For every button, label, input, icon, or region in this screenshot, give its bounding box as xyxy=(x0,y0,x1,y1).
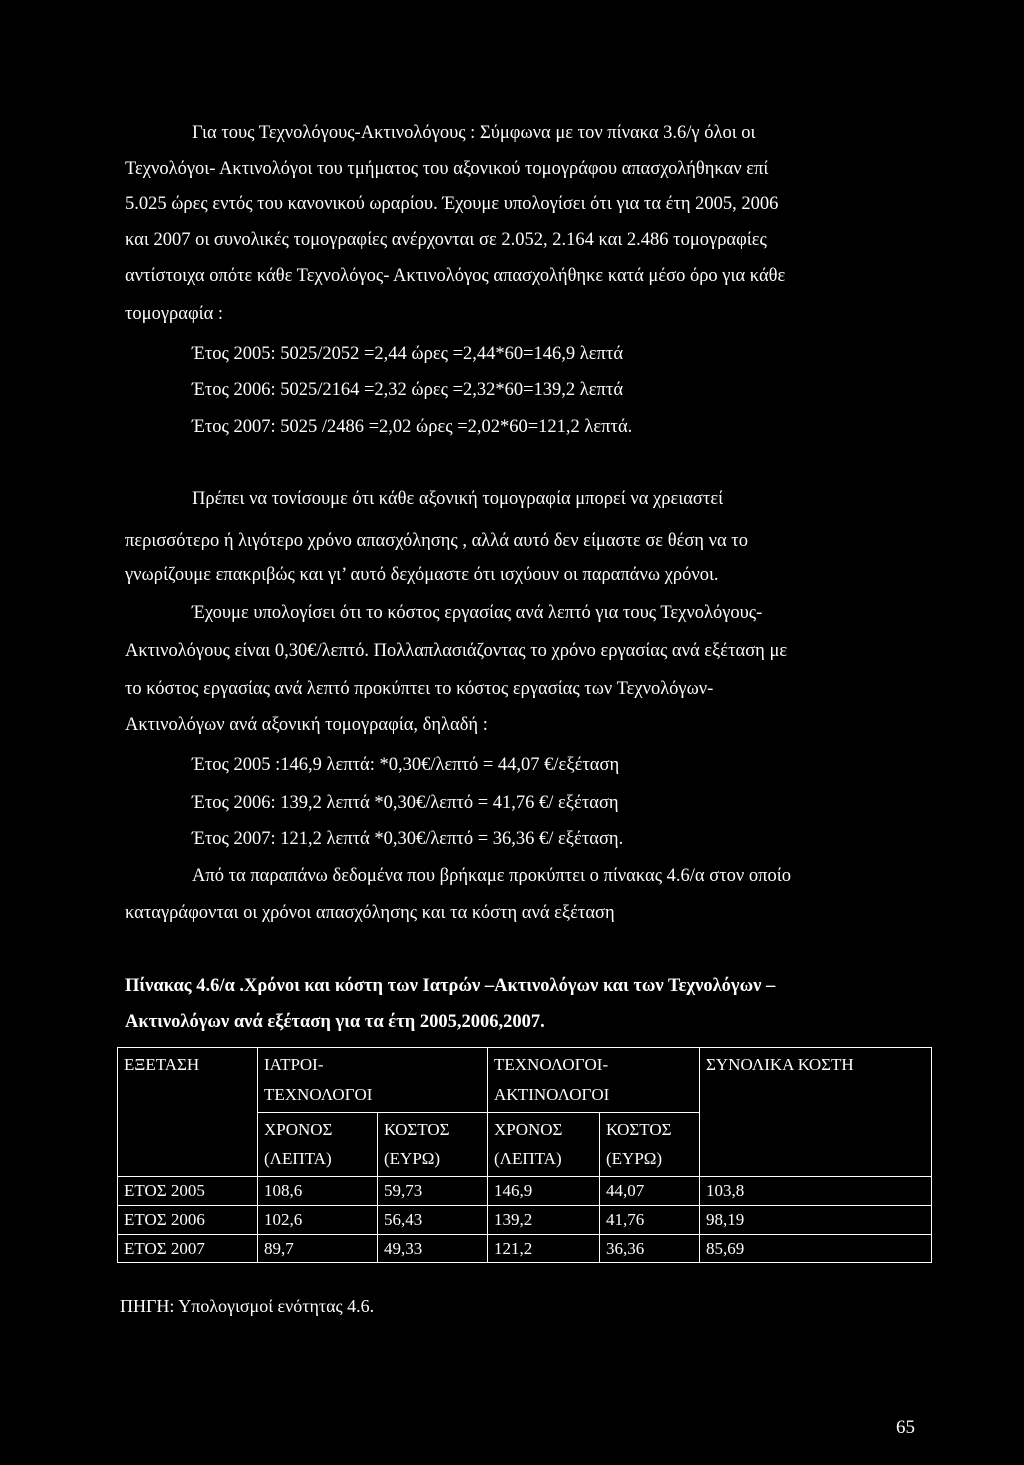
table-cell: 56,43 xyxy=(378,1205,488,1234)
paragraph-line: περισσότερο ή λιγότερο χρόνο απασχόλησης , αλλά αυτό δεν είμαστε σε θέση να το xyxy=(125,531,748,551)
table-cell: ΕΤΟΣ 2007 xyxy=(118,1234,258,1263)
table-cell: 89,7 xyxy=(258,1234,378,1263)
calc-line: Έτος 2006: 5025/2164 =2,32 ώρες =2,32*60=139,2 λεπτά xyxy=(192,380,624,400)
table-caption: Ακτινολόγων ανά εξέταση για τα έτη 2005,2006,2007. xyxy=(125,1012,545,1032)
paragraph-line: καταγράφονται οι χρόνοι απασχόλησης και τα κόστη ανά εξέταση xyxy=(125,903,615,923)
header-exam: ΕΞΕΤΑΣΗ xyxy=(118,1048,258,1177)
paragraph-line: το κόστος εργασίας ανά λεπτό προκύπτει το κόστος εργασίας των Τεχνολόγων- xyxy=(125,679,714,699)
table-cell: 49,33 xyxy=(378,1234,488,1263)
table-row xyxy=(118,1177,932,1206)
header-technologists: ΤΕΧΝΟΛΟΓΟΙ- ΑΚΤΙΝΟΛΟΓΟΙ xyxy=(488,1048,700,1113)
paragraph-line: Από τα παραπάνω δεδομένα που βρήκαμε προκύπτει ο πίνακας 4.6/α στον οποίο xyxy=(192,866,791,886)
paragraph-line: και 2007 οι συνολικές τομογραφίες ανέρχονται σε 2.052, 2.164 και 2.486 τομογραφίες xyxy=(125,230,767,250)
table-cell: 102,6 xyxy=(258,1205,378,1234)
table-cell: 146,9 xyxy=(488,1177,600,1206)
table-cell: 139,2 xyxy=(488,1205,600,1234)
table-cell: 121,2 xyxy=(488,1234,600,1263)
table-row xyxy=(118,1205,932,1234)
data-table xyxy=(117,1047,932,1263)
paragraph-line: Ακτινολόγους είναι 0,30€/λεπτό. Πολλαπλασιάζοντας το χρόνο εργασίας ανά εξέταση με xyxy=(125,641,788,661)
table-caption: Πίνακας 4.6/α .Χρόνοι και κόστη των Ιατρών –Ακτινολόγων και των Τεχνολόγων – xyxy=(125,976,776,996)
table-cell: 36,36 xyxy=(600,1234,700,1263)
paragraph-line: τομογραφία : xyxy=(125,304,224,324)
table-cell: ΕΤΟΣ 2005 xyxy=(118,1177,258,1206)
table-row xyxy=(118,1234,932,1263)
paragraph-line: 5.025 ώρες εντός του κανονικού ωραρίου. Έχουμε υπολογίσει ότι για τα έτη 2005, 2006 xyxy=(125,194,779,214)
header-total: ΣΥΝΟΛΙΚΑ ΚΟΣΤΗ xyxy=(700,1048,932,1177)
paragraph-line: Ακτινολόγων ανά αξονική τομογραφία, δηλαδή : xyxy=(125,715,488,735)
subheader-time: ΧΡΟΝΟΣ (ΛΕΠΤΑ) xyxy=(488,1112,600,1177)
calc-line: Έτος 2006: 139,2 λεπτά *0,30€/λεπτό = 41,76 €/ εξέταση xyxy=(192,793,619,813)
table-cell: 59,73 xyxy=(378,1177,488,1206)
paragraph-line: Πρέπει να τονίσουμε ότι κάθε αξονική τομογραφία μπορεί να χρειαστεί xyxy=(192,489,724,509)
subheader-cost: ΚΟΣΤΟΣ (ΕΥΡΩ) xyxy=(600,1112,700,1177)
paragraph-line: γνωρίζουμε επακριβώς και γι’ αυτό δεχόμαστε ότι ισχύουν οι παραπάνω χρόνοι. xyxy=(125,565,719,585)
table-cell: 41,76 xyxy=(600,1205,700,1234)
table-cell: 103,8 xyxy=(700,1177,932,1206)
calc-line: Έτος 2005: 5025/2052 =2,44 ώρες =2,44*60=146,9 λεπτά xyxy=(192,344,624,364)
table-cell: 44,07 xyxy=(600,1177,700,1206)
subheader-time: ΧΡΟΝΟΣ (ΛΕΠΤΑ) xyxy=(258,1112,378,1177)
header-doctors: ΙΑΤΡΟΙ- ΤΕΧΝΟΛΟΓΟΙ xyxy=(258,1048,488,1113)
page-number: 65 xyxy=(896,1417,915,1438)
table-cell: 98,19 xyxy=(700,1205,932,1234)
paragraph-line: Για τους Τεχνολόγους-Ακτινολόγους : Σύμφωνα με τον πίνακα 3.6/γ όλοι οι xyxy=(192,123,756,143)
calc-line: Έτος 2007: 5025 /2486 =2,02 ώρες =2,02*60=121,2 λεπτά. xyxy=(192,417,633,437)
table-header-row xyxy=(118,1048,932,1113)
calc-line: Έτος 2005 :146,9 λεπτά: *0,30€/λεπτό = 44,07 €/εξέταση xyxy=(192,755,620,775)
calc-line: Έτος 2007: 121,2 λεπτά *0,30€/λεπτό = 36,36 €/ εξέταση. xyxy=(192,829,624,849)
table-source: ΠΗΓΗ: Υπολογισμοί ενότητας 4.6. xyxy=(120,1296,375,1316)
subheader-cost: ΚΟΣΤΟΣ (ΕΥΡΩ) xyxy=(378,1112,488,1177)
paragraph-line: αντίστοιχα οπότε κάθε Τεχνολόγος- Ακτινολόγος απασχολήθηκε κατά μέσο όρο για κάθε xyxy=(125,266,786,286)
table-cell: ΕΤΟΣ 2006 xyxy=(118,1205,258,1234)
paragraph-line: Έχουμε υπολογίσει ότι το κόστος εργασίας ανά λεπτό για τους Τεχνολόγους- xyxy=(192,603,763,623)
table-cell: 85,69 xyxy=(700,1234,932,1263)
paragraph-line: Τεχνολόγοι- Ακτινολόγοι του τμήματος του αξονικού τομογράφου απασχολήθηκαν επί xyxy=(125,159,769,179)
table-cell: 108,6 xyxy=(258,1177,378,1206)
